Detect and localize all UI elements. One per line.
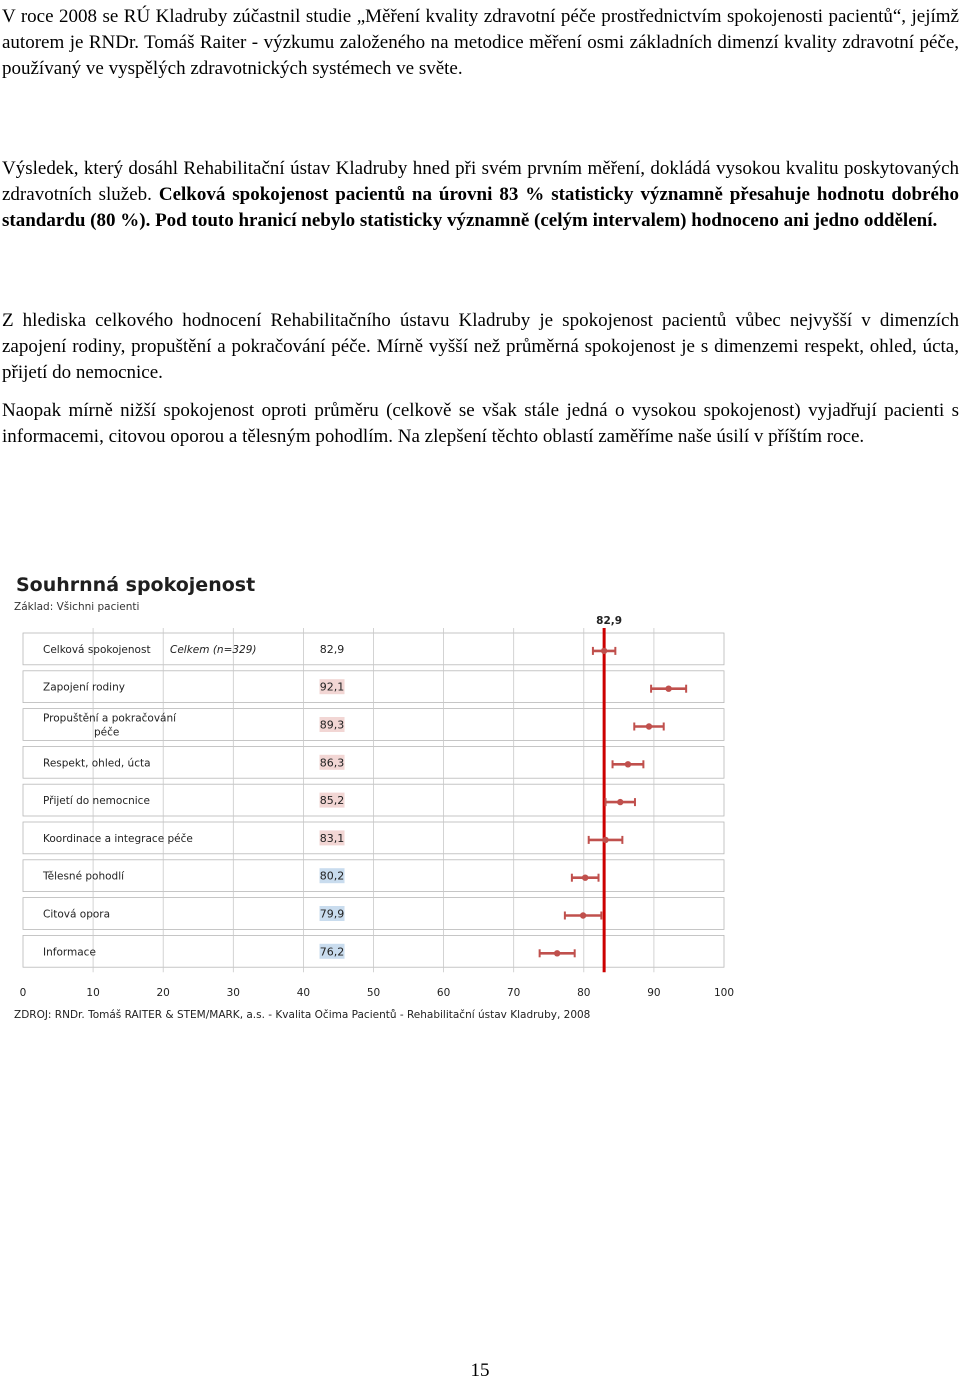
chart-x-tick-label: 100: [713, 987, 735, 1000]
chart-category-label: Propuštění a pokračování: [43, 712, 177, 725]
chart-category-label: Zapojení rodiny: [43, 681, 125, 694]
chart-point: [665, 686, 671, 692]
satisfaction-chart: [10, 568, 750, 1020]
chart-point: [601, 648, 607, 654]
chart-category-label: Přijetí do nemocnice: [43, 795, 150, 808]
chart-data-label: 86,3: [319, 756, 345, 770]
page-number: 15: [470, 1360, 490, 1381]
chart-category-label: péče: [94, 726, 120, 739]
chart-category-label: Koordinace a integrace péče: [43, 832, 193, 845]
chart-category-label: Informace: [43, 946, 96, 959]
chart-reference-label: 82,9: [596, 615, 623, 627]
paragraph-intro: V roce 2008 se RÚ Kladruby zúčastnil studie „Měření kvality zdravotní péče prostřednictvím spokojenosti pacientů“, jejímž autorem je RNDr. Tomáš Raiter - výzkumu založeného na metodice měření osmi základních dimenzí kvality zdravotní péče, používaný ve vyspělých zdravotnických systémech ve světe.: [2, 6, 959, 79]
chart-data-label: 83,1: [319, 831, 345, 845]
chart-data-label: 76,2: [319, 945, 345, 959]
paragraph-lower-dimensions: Naopak mírně nižší spokojenost oproti průměru (celkově se však stále jedná o vysokou spokojenost) vyjadřují pacienti s informacemi, citovou oporou a tělesným pohodlím. Na zlepšení těchto oblastí zaměříme naše úsilí v příštím roce.: [2, 400, 959, 447]
chart-x-tick-label: 60: [436, 987, 451, 1000]
chart-source-note: ZDROJ: RNDr. Tomáš RAITER & STEM/MARK, a.s. - Kvalita Očima Pacientů - Rehabilitační ústav Kladruby, 2008: [14, 1009, 591, 1022]
chart-x-tick-label: 0: [19, 987, 27, 1000]
chart-x-tick-label: 20: [156, 987, 170, 1000]
chart-category-label: Celková spokojenost: [43, 643, 151, 656]
chart-x-tick-label: 30: [226, 987, 240, 1000]
chart-x-tick-label: 70: [507, 987, 521, 1000]
chart-data-label: 85,2: [319, 794, 345, 808]
paragraph-highest-dimensions: Z hlediska celkového hodnocení Rehabilitačního ústavu Kladruby je spokojenost pacientů vůbec nejvyšší v dimenzích zapojení rodiny, propuštění a pokračování péče. Mírně vyšší než průměrná spokojenost je s dimenzemi respekt, ohled, úcta, přijetí do nemocnice.: [2, 310, 959, 383]
paragraph-result: [2, 156, 959, 234]
chart-category-label: Tělesné pohodlí: [43, 870, 125, 883]
chart-data-label: 92,1: [319, 680, 345, 694]
chart-point: [580, 912, 586, 918]
chart-point: [646, 723, 652, 729]
chart-x-tick-label: 40: [296, 987, 311, 1000]
chart-point: [602, 837, 608, 843]
chart-point: [582, 875, 588, 881]
satisfaction-chart-svg: [10, 568, 750, 1020]
chart-title: Souhrnná spokojenost: [16, 574, 256, 596]
paragraph-result-text: Výsledek, který dosáhl Rehabilitační ústav Kladruby hned při svém prvním měření, dokládá vysokou kvalitu poskytovaných zdravotních služeb.: [2, 158, 959, 205]
chart-point: [625, 761, 631, 767]
chart-x-tick-label: 50: [366, 987, 381, 1000]
chart-data-label: 89,3: [319, 718, 345, 732]
chart-point: [617, 799, 623, 805]
chart-x-tick-label: 10: [86, 987, 100, 1000]
chart-data-label: 80,2: [319, 869, 345, 883]
chart-point: [554, 950, 560, 956]
chart-group-label: Celkem (n=329): [170, 643, 257, 656]
chart-category-label: Respekt, ohled, úcta: [43, 757, 151, 770]
chart-category-label: Citová opora: [43, 908, 111, 921]
chart-subtitle: Základ: Všichni pacienti: [14, 601, 140, 613]
chart-x-tick-label: 90: [647, 987, 661, 1000]
chart-data-label: 82,9: [319, 642, 345, 656]
chart-x-tick-label: 80: [577, 987, 591, 1000]
chart-data-label: 79,9: [319, 907, 345, 921]
paragraph-result-highlight: Celková spokojenost pacientů na úrovni 83 % statisticky významně přesahuje hodnotu dobrého standardu (80 %). Pod touto hranicí nebylo statisticky významně (celým intervalem) hodnoceno ani jedno oddělení.: [2, 184, 959, 231]
